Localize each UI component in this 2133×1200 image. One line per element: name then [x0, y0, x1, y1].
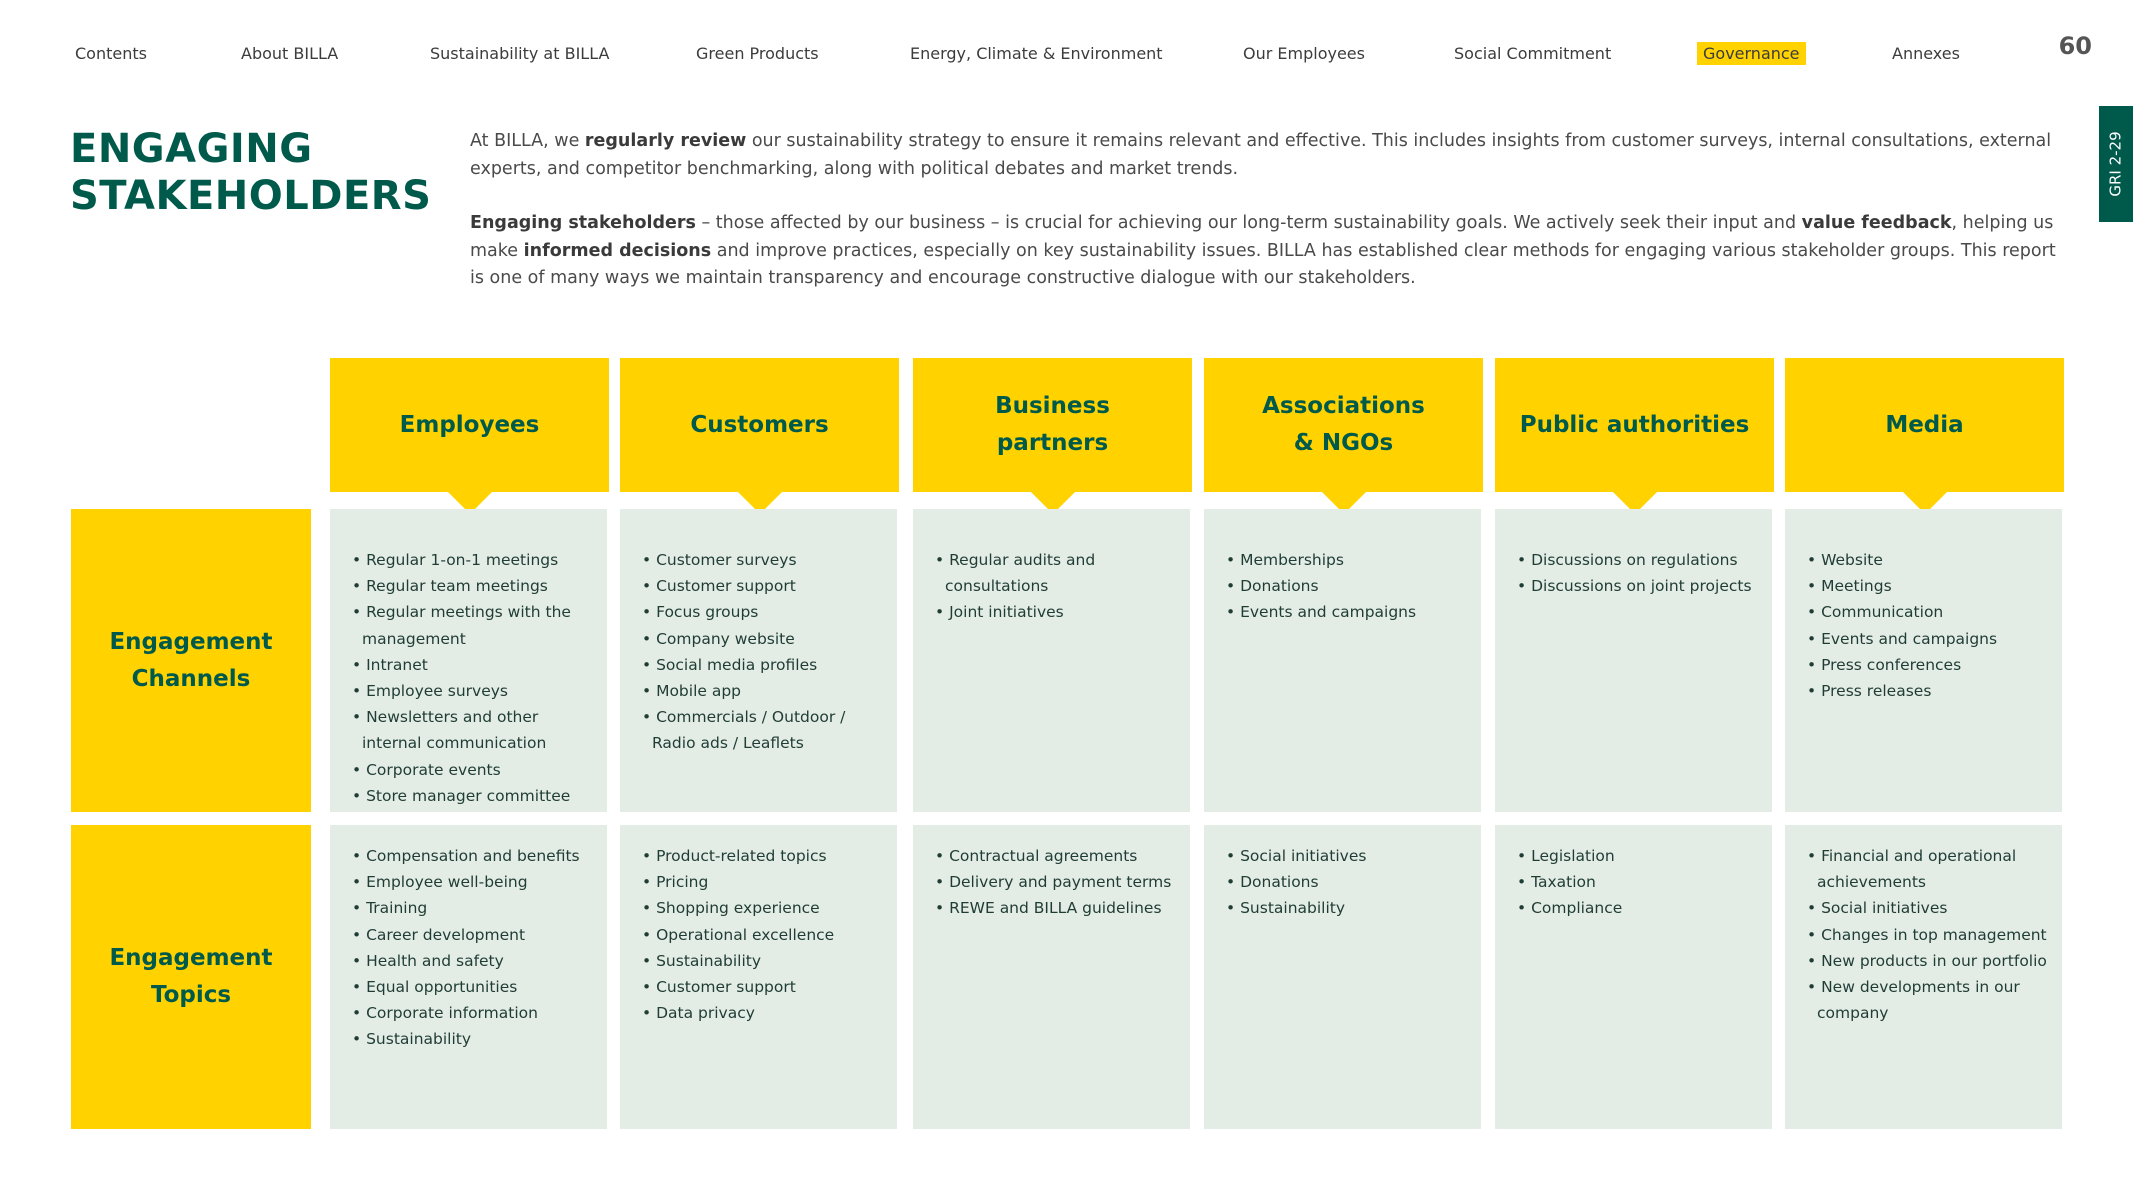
list-item: • Events and campaigns — [1807, 626, 2052, 652]
list-item: • Social initiatives — [1226, 843, 1471, 869]
list-item: • Customer surveys — [642, 547, 887, 573]
intro-paragraph-2 — [470, 210, 2060, 293]
list-item: • Press conferences — [1807, 652, 2052, 678]
list-item: • Regular team meetings — [352, 573, 597, 599]
intro-p1-run: At BILLA, we — [470, 131, 585, 151]
list-item: • Donations — [1226, 869, 1471, 895]
list-item: • Regular meetings with the management — [352, 599, 597, 651]
intro-p2-run: informed decisions — [523, 240, 712, 261]
row-header-engagement-topics — [71, 825, 311, 1129]
intro-paragraph-1 — [470, 128, 2060, 183]
list-item: • Focus groups — [642, 599, 887, 625]
top-navigation — [75, 40, 1975, 70]
row-header-engagement-channels — [71, 509, 311, 812]
list-item: • Shopping experience — [642, 895, 887, 921]
column-header-employees — [330, 358, 609, 492]
cell-business-partners-channels — [913, 509, 1190, 812]
list-item: • Regular audits and consultations — [935, 547, 1180, 599]
cell-public-authorities-channels — [1495, 509, 1772, 812]
list-item: • Corporate events — [352, 757, 597, 783]
list-item: • Delivery and payment terms — [935, 869, 1180, 895]
column-header-label: Customers — [690, 411, 829, 438]
list-item: • Communication — [1807, 599, 2052, 625]
column-header-media — [1785, 358, 2064, 492]
list-item: • Taxation — [1517, 869, 1762, 895]
list-item: • New developments in our company — [1807, 974, 2052, 1026]
list-item: • Customer support — [642, 573, 887, 599]
list-item: • Data privacy — [642, 1000, 887, 1026]
nav-item-social-commitment[interactable]: Social Commitment — [1454, 44, 1612, 63]
row-header-channels-line1: Engagement — [109, 628, 273, 655]
list-item: • Changes in top management — [1807, 922, 2052, 948]
list-item: • Memberships — [1226, 547, 1471, 573]
list-item: • Sustainability — [352, 1026, 597, 1052]
cell-public-authorities-topics — [1495, 825, 1772, 1129]
nav-item-our-employees[interactable]: Our Employees — [1243, 44, 1365, 63]
list-item: • New products in our portfolio — [1807, 948, 2052, 974]
intro-p1-run: regularly review — [584, 131, 747, 151]
list-item: • Press releases — [1807, 678, 2052, 704]
intro-p2-run: and improve practices, especially on key sustainability issues. BILLA has established clear methods for engaging various stakeholder groups. This report is one of many ways we maintain transparency and encourage constructive dialogue with our stakeholders. — [470, 240, 2056, 288]
list-item: • Commercials / Outdoor / Radio ads / Leaflets — [642, 704, 887, 756]
column-header-label: Business — [995, 393, 1110, 419]
nav-item-annexes[interactable]: Annexes — [1892, 44, 1960, 63]
list-item: • Joint initiatives — [935, 599, 1180, 625]
list-item: • Financial and operational achievements — [1807, 843, 2052, 895]
row-header-topics-line1: Engagement — [109, 945, 273, 971]
list-item: • Discussions on joint projects — [1517, 573, 1762, 599]
list-item: • Corporate information — [352, 1000, 597, 1026]
column-header-label: Public authorities — [1519, 411, 1750, 438]
list-item: • Product-related topics — [642, 843, 887, 869]
list-item: • Discussions on regulations — [1517, 547, 1762, 573]
intro-p2-run: , helping us make — [470, 213, 2054, 261]
page-number: 60 — [2058, 32, 2092, 60]
nav-item-contents[interactable]: Contents — [75, 44, 147, 63]
list-item: • Compensation and benefits — [352, 843, 597, 869]
list-item: • Company website — [642, 626, 887, 652]
cell-customers-topics — [620, 825, 897, 1129]
list-item: • Social media profiles — [642, 652, 887, 678]
row-header-topics-line2: Topics — [150, 982, 232, 1008]
intro-p2-run: – those affected by our business – is crucial for achieving our long-term sustainability goals. We actively seek their input and — [695, 213, 1802, 233]
nav-item-green-products[interactable]: Green Products — [696, 44, 819, 63]
list-item: • Career development — [352, 922, 597, 948]
list-item: • Employee surveys — [352, 678, 597, 704]
nav-item-energy-climate-environment[interactable]: Energy, Climate & Environment — [910, 44, 1163, 63]
list-item: • Donations — [1226, 573, 1471, 599]
list-item: • Meetings — [1807, 573, 2052, 599]
intro-p2-run: Engaging stakeholders — [470, 213, 696, 233]
list-item: • Operational excellence — [642, 922, 887, 948]
nav-item-about-billa[interactable]: About BILLA — [241, 44, 339, 63]
page-title-line1: ENGAGING — [70, 126, 313, 172]
cell-customers-channels — [620, 509, 897, 812]
column-header-customers — [620, 358, 899, 492]
column-header-business-partners — [913, 358, 1192, 492]
gri-tab-label: GRI 2-29 — [2107, 131, 2125, 197]
list-item: • Health and safety — [352, 948, 597, 974]
list-item: • Mobile app — [642, 678, 887, 704]
list-item: • Legislation — [1517, 843, 1762, 869]
page-title — [70, 126, 430, 220]
cell-associations-and-ngos-topics — [1204, 825, 1481, 1129]
list-item: • REWE and BILLA guidelines — [935, 895, 1180, 921]
cell-employees-topics — [330, 825, 607, 1129]
intro-p1-run: our sustainability strategy to ensure it remains relevant and effective. This includes insights from customer surveys, internal consultations, external experts, and competitor benchmarking, along with political debates and market trends. — [470, 131, 2052, 179]
list-item: • Website — [1807, 547, 2052, 573]
list-item: • Employee well-being — [352, 869, 597, 895]
list-item: • Equal opportunities — [352, 974, 597, 1000]
nav-item-governance[interactable]: Governance — [1697, 42, 1806, 65]
cell-associations-and-ngos-channels — [1204, 509, 1481, 812]
nav-item-sustainability-at-billa[interactable]: Sustainability at BILLA — [430, 44, 610, 63]
list-item: • Social initiatives — [1807, 895, 2052, 921]
list-item: • Newsletters and other internal communication — [352, 704, 597, 756]
cell-employees-channels — [330, 509, 607, 812]
column-header-associations-and-ngos — [1204, 358, 1483, 492]
column-header-label: Associations — [1262, 393, 1425, 419]
cell-media-topics — [1785, 825, 2062, 1129]
list-item: • Sustainability — [642, 948, 887, 974]
column-header-public-authorities — [1495, 358, 1774, 492]
column-header-label: & NGOs — [1293, 430, 1394, 456]
cell-business-partners-topics — [913, 825, 1190, 1129]
gri-tab — [2099, 106, 2133, 222]
cell-media-channels — [1785, 509, 2062, 812]
list-item: • Compliance — [1517, 895, 1762, 921]
list-item: • Customer support — [642, 974, 887, 1000]
list-item: • Contractual agreements — [935, 843, 1180, 869]
list-item: • Training — [352, 895, 597, 921]
column-header-label: Employees — [399, 411, 540, 438]
column-header-label: partners — [996, 430, 1109, 456]
intro-text — [470, 128, 2060, 320]
row-header-channels-line2: Channels — [131, 665, 251, 692]
list-item: • Regular 1-on-1 meetings — [352, 547, 597, 573]
list-item: • Sustainability — [1226, 895, 1471, 921]
list-item: • Events and campaigns — [1226, 599, 1471, 625]
intro-p2-run: value feedback — [1801, 213, 1952, 233]
list-item: • Pricing — [642, 869, 887, 895]
list-item: • Intranet — [352, 652, 597, 678]
column-header-label: Media — [1885, 411, 1964, 438]
list-item: • Store manager committee — [352, 783, 597, 809]
page-title-line2: STAKEHOLDERS — [70, 173, 432, 219]
